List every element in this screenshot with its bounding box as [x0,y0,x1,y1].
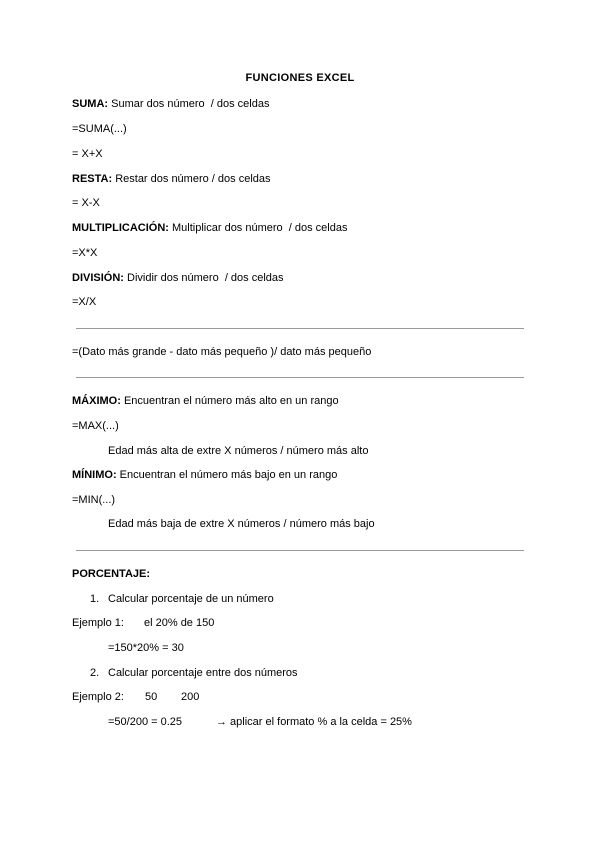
div-desc: Dividir dos número / dos celdas [123,272,284,284]
min-label: MÍNIMO: [72,469,117,481]
min-formula: =MIN(...) [72,494,116,506]
variation-formula: =(Dato más grande - dato más pequeño )/ dato más pequeño [72,346,372,358]
example-1-calc: =150*20% = 30 [108,642,184,654]
mult-label: MULTIPLICACIÓN: [72,222,169,234]
max-example: Edad más alta de extre X números / número más alto [108,445,369,457]
div-label: DIVISIÓN: [72,272,124,284]
porcentaje-heading [72,567,150,581]
max-desc: Encuentran el número más alto en un rango [120,395,339,407]
list-item: Calcular porcentaje de un número [108,593,274,605]
suma-label: SUMA: [72,98,109,110]
div-line [72,271,284,285]
max-label: MÁXIMO: [72,395,121,407]
example-2-label: Ejemplo 2: [72,691,124,703]
divider [76,328,524,329]
resta-formula: = X-X [72,197,100,209]
divider [76,550,524,551]
div-formula: =X/X [72,296,97,308]
min-desc: Encuentran el número más bajo en un rango [116,469,338,481]
min-example: Edad más baja de extre X números / número más bajo [108,518,375,530]
example-2-calc: =50/200 = 0.25 [108,716,183,728]
max-line [72,394,339,408]
resta-line [72,172,271,186]
suma-line [72,97,269,111]
min-line [72,468,337,482]
divider [76,377,524,378]
suma-desc: Sumar dos número / dos celdas [108,98,270,110]
page-title: FUNCIONES EXCEL [245,72,355,84]
resta-desc: Restar dos número / dos celdas [112,173,271,185]
list-number: 2. [90,667,100,679]
mult-line [72,221,347,235]
example-1-label: Ejemplo 1: [72,617,124,629]
example-2-value-b: 200 [181,691,200,703]
mult-desc: Multiplicar dos número / dos celdas [168,222,348,234]
example-1-text: el 20% de 150 [144,617,215,629]
list-item: Calcular porcentaje entre dos números [108,667,298,679]
suma-formula-2: = X+X [72,148,103,160]
max-formula: =MAX(...) [72,420,119,432]
mult-formula: =X*X [72,247,98,259]
porcentaje-label: PORCENTAJE: [72,568,151,580]
example-2-value-a: 50 [145,691,158,703]
example-2-note: → aplicar el formato % a la celda = 25% [216,716,412,728]
list-number: 1. [90,593,100,605]
resta-label: RESTA: [72,173,113,185]
suma-formula: =SUMA(...) [72,123,127,135]
